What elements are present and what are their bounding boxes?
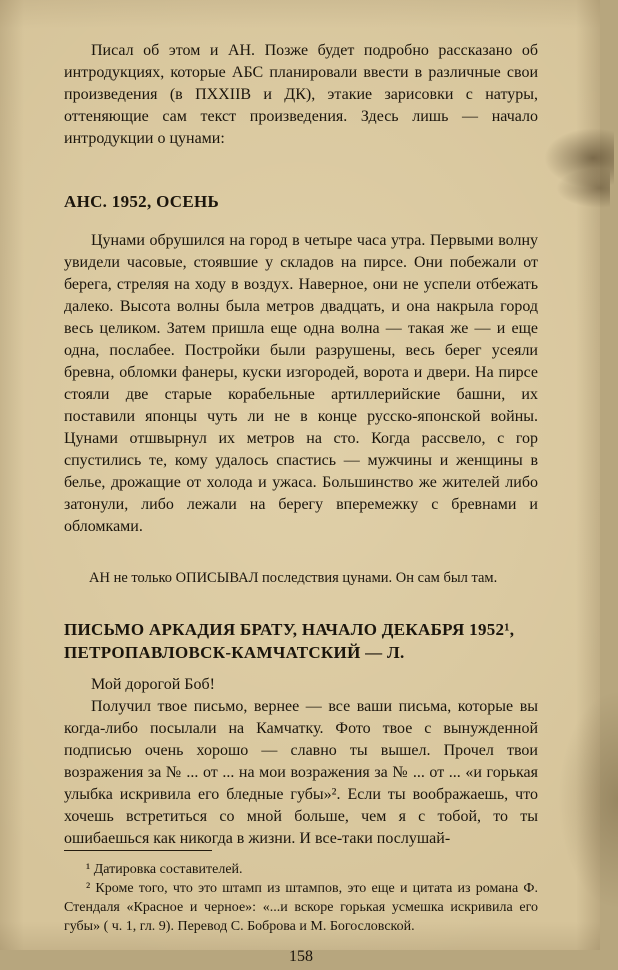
scan-smudge-top-right (544, 128, 614, 188)
footnote-divider (64, 850, 212, 851)
section-heading-arkady-letter: ПИСЬМО АРКАДИЯ БРАТУ, НАЧАЛО ДЕКАБРЯ 1952¹, ПЕТРОПАВЛОВСК-КАМЧАТСКИЙ — Л. (64, 620, 515, 662)
scan-smudge-bottom-right (558, 690, 618, 910)
paragraph-editor-note: АН не только ОПИСЫВАЛ последствия цунами. Он сам был там. (89, 570, 498, 586)
paragraph-intro: Писал об этом и АН. Позже будет подробно рассказано об интродукциях, которые АБС планировали ввести в различные свои произведения (в ПXXIIВ и ДК), этакие зарисовки с натуры, оттеняющие сам текст произведения. Здесь лишь — начало интродукции о цунами: (64, 42, 538, 147)
footnotes-block (64, 850, 538, 936)
paragraph-tsunami: Цунами обрушился на город в четыре часа утра. Первыми волну увидели часовые, стоявшие у складов на пирсе. Они побежали от берега, стреляя на ходу в воздух. Наверное, они не успели отбежать далеко. Высота волны была метров двадцать, и она накрыла город весь целиком. Затем пришла еще одна волна — такая же — и еще одна, послабее. Постройки были разрушены, весь берег усеяли бревна, обломки фанеры, куски изгородей, ворота и двери. На пирсе стояли две старые корабельные артиллерийские башни, их поставили японцы чуть ли не в конце русско-японской войны. Цунами отшвырнул их метров на сто. Когда рассвело, с гор спустились те, кому удалось спастись — мужчины и женщины в белье, дрожащие от холода и ужаса. Большинство же жителей либо затонули, либо лежали на берегу вперемежку с бревнами и обломками. (64, 232, 538, 535)
page-number: 158 (289, 948, 313, 965)
footnote-1: ¹ Датировка составителей. (86, 862, 243, 877)
scan-smudge-right (556, 168, 610, 208)
section-heading-ans-1952-autumn: АНС. 1952, ОСЕНЬ (64, 192, 220, 211)
paragraph-letter-body: Получил твое письмо, вернее — все ваши письма, которые вы когда-либо посылали на Камчатку. Фото твое с вынужденной подписью очень хорошо — славно ты вышел. Прочел твои возражения за № ... от ... на мои возражения за № ... от ... «и горькая улыбка искривила его бледные губы»². Если ты воображаешь, что хочешь встретиться со мной больше, чем я с тобой, то ты ошибаешься как никогда в жизни. И все-таки послушай- (64, 698, 538, 847)
letter-salutation: Мой дорогой Боб! (91, 676, 215, 693)
footnote-2: ² Кроме того, что это штамп из штампов, это еще и цитата из романа Ф. Стендаля «Красное и черное»: «...и вскоре горькая усмешка искривила его губы» ( ч. 1, гл. 9). Перевод С. Боброва и М. Богословской. (64, 881, 538, 934)
